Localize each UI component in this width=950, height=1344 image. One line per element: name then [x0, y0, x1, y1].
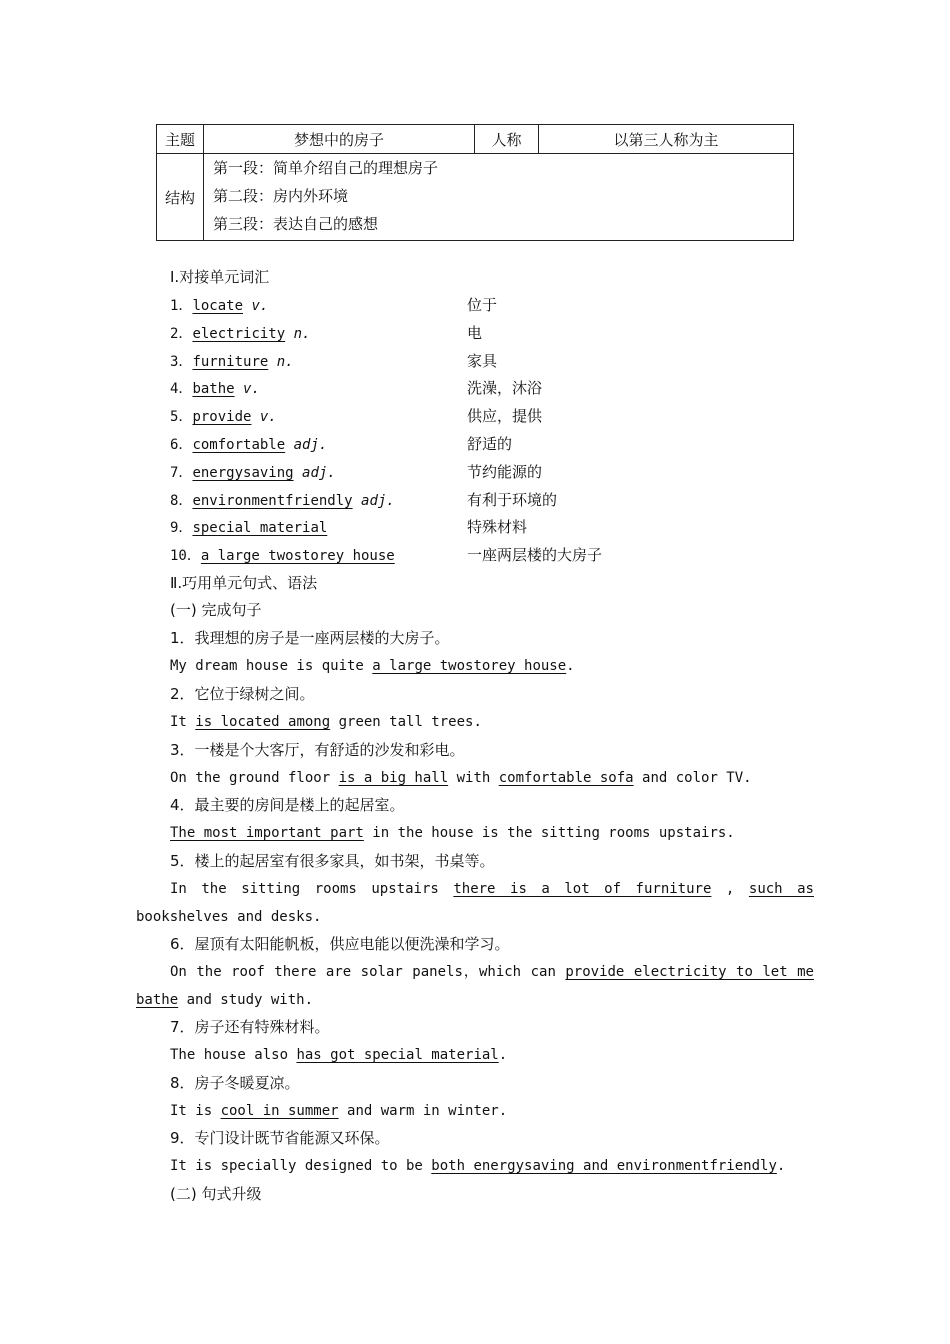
vocab-number: 4．	[170, 381, 193, 398]
chinese-prompt: 5．楼上的起居室有很多家具，如书架，书桌等。	[170, 852, 495, 870]
vocab-word: environmentfriendly	[192, 492, 353, 509]
vocab-number: 2．	[170, 325, 193, 342]
sentence-text: .	[498, 1047, 508, 1063]
sentence-text: It is specially designed to be	[170, 1158, 432, 1174]
vocab-meaning: 电	[467, 323, 483, 342]
vocab-part-of-speech: adj.	[285, 437, 328, 453]
chinese-prompt: 8．房子冬暖夏凉。	[170, 1074, 300, 1092]
vocab-word: electricity	[192, 325, 286, 342]
answer-blank: bathe	[136, 992, 179, 1008]
answer-blank: is located among	[195, 714, 331, 730]
structure-label: 结构	[157, 154, 204, 241]
chinese-prompt: 3．一楼是个大客厅，有舒适的沙发和彩电。	[170, 741, 465, 759]
english-answer-line1	[170, 962, 814, 982]
sentence-text: The house also	[170, 1047, 297, 1063]
answer-blank: there is a lot of furniture	[453, 881, 712, 897]
english-answer	[170, 768, 814, 788]
chinese-prompt: 1．我理想的房子是一座两层楼的大房子。	[170, 629, 450, 647]
sentence-text: in the house is the sitting rooms upstairs.	[363, 825, 735, 841]
sentence-text: On the ground floor	[170, 770, 339, 786]
vocab-item	[170, 517, 327, 538]
english-answer	[170, 823, 814, 843]
vocab-meaning: 特殊材料	[467, 518, 528, 537]
theme-value: 梦想中的房子	[204, 125, 475, 154]
vocab-part-of-speech: v.	[251, 409, 277, 426]
answer-blank: both energysaving and environmentfriendly	[431, 1158, 777, 1174]
vocab-word: comfortable	[192, 437, 286, 453]
answer-blank: provide electricity to let me	[565, 964, 814, 980]
vocab-item	[170, 351, 294, 372]
english-answer-line2	[136, 907, 780, 927]
vocab-number: 7．	[170, 464, 193, 481]
vocab-number: 5．	[170, 409, 193, 426]
vocab-part-of-speech: adj.	[293, 464, 336, 481]
vocab-meaning: 供应，提供	[467, 407, 543, 426]
vocab-part-of-speech: n.	[285, 325, 311, 342]
sentence-text: My dream house is quite	[170, 658, 373, 674]
sentence-text: It is	[170, 1103, 221, 1119]
vocab-meaning: 洗澡，沐浴	[467, 379, 543, 398]
vocab-item	[170, 545, 395, 566]
vocab-word: locate	[192, 298, 244, 314]
chinese-prompt: 4．最主要的房间是楼上的起居室。	[170, 796, 405, 814]
chinese-prompt: 6．屋顶有太阳能帆板，供应电能以便洗澡和学习。	[170, 935, 510, 953]
vocab-number: 1．	[170, 298, 193, 314]
english-answer	[170, 1156, 814, 1176]
vocab-word: special material	[192, 520, 328, 537]
section2-title: Ⅱ.巧用单元句式、语法	[170, 574, 318, 592]
structure-line: 第二段：房内外环境	[213, 187, 349, 205]
person-value: 以第三人称为主	[539, 125, 794, 154]
vocab-part-of-speech: v.	[243, 298, 269, 314]
sentence-text: green tall trees.	[330, 714, 482, 730]
vocab-meaning: 有利于环境的	[467, 490, 558, 509]
vocab-word: energysaving	[192, 464, 294, 481]
vocab-part-of-speech: v.	[234, 381, 260, 398]
vocab-number: 8．	[170, 492, 193, 509]
sentence-text: In the sitting rooms upstairs	[170, 881, 454, 897]
answer-blank: cool in summer	[220, 1103, 339, 1119]
vocab-word: furniture	[192, 353, 269, 370]
answer-blank: The most important part	[170, 825, 364, 841]
vocab-item	[170, 378, 260, 399]
vocab-meaning: 家具	[467, 351, 498, 370]
sentence-text: On the roof there are solar panels，which can	[170, 964, 566, 980]
structure-line: 第一段：简单介绍自己的理想房子	[213, 159, 439, 177]
vocab-item	[170, 462, 336, 483]
vocab-word: a large twostorey house	[200, 548, 395, 565]
vocab-item	[170, 323, 310, 344]
sentence-text: and study with.	[178, 992, 314, 1008]
english-answer	[170, 1045, 814, 1065]
sentence-text: and warm in winter.	[338, 1103, 508, 1119]
subsection-complete-sentences: (一) 完成句子	[170, 601, 262, 619]
subsection-sentence-upgrade: (二) 句式升级	[170, 1185, 262, 1203]
vocab-number: 9．	[170, 520, 193, 537]
vocab-word: bathe	[192, 381, 235, 398]
person-label: 人称	[475, 125, 539, 154]
chinese-prompt: 9．专门设计既节省能源又环保。	[170, 1129, 390, 1147]
chinese-prompt: 7．房子还有特殊材料。	[170, 1018, 330, 1036]
topic-table	[156, 124, 794, 241]
vocab-meaning: 位于	[467, 296, 498, 314]
sentence-text: .	[566, 658, 575, 674]
vocab-item	[170, 406, 277, 427]
english-answer-line1	[170, 879, 814, 899]
vocab-item	[170, 295, 268, 316]
answer-blank: a large twostorey house	[372, 658, 567, 674]
answer-blank: is a big hall	[338, 770, 449, 786]
sentence-text: and color TV.	[633, 770, 752, 786]
answer-blank: has got special material	[296, 1047, 499, 1063]
vocab-item	[170, 434, 327, 455]
sentence-text: It	[170, 714, 196, 730]
section1-title: Ⅰ.对接单元词汇	[170, 268, 270, 286]
sentence-text: with	[448, 770, 499, 786]
vocab-item	[170, 490, 395, 511]
vocab-number: 6．	[170, 437, 193, 453]
vocab-word: provide	[192, 409, 252, 426]
sentence-text: ,	[711, 881, 749, 897]
vocab-meaning: 节约能源的	[467, 462, 543, 481]
english-answer	[170, 1101, 814, 1121]
vocab-part-of-speech: adj.	[352, 492, 395, 509]
english-answer	[170, 656, 814, 676]
vocab-number: 10．	[170, 548, 201, 565]
vocab-number: 3．	[170, 353, 193, 370]
sentence-text: .	[776, 1158, 786, 1174]
answer-blank: comfortable sofa	[498, 770, 634, 786]
english-answer-line2	[136, 990, 780, 1010]
english-answer	[170, 712, 814, 732]
theme-label: 主题	[157, 125, 204, 154]
sentence-text: bookshelves and desks.	[136, 909, 322, 925]
vocab-meaning: 一座两层楼的大房子	[467, 546, 603, 565]
structure-line: 第三段：表达自己的感想	[213, 215, 379, 233]
structure-cell	[204, 154, 794, 241]
answer-blank: such as	[748, 881, 814, 897]
vocab-part-of-speech: n.	[268, 353, 294, 370]
vocab-meaning: 舒适的	[467, 435, 513, 453]
chinese-prompt: 2．它位于绿树之间。	[170, 685, 315, 703]
